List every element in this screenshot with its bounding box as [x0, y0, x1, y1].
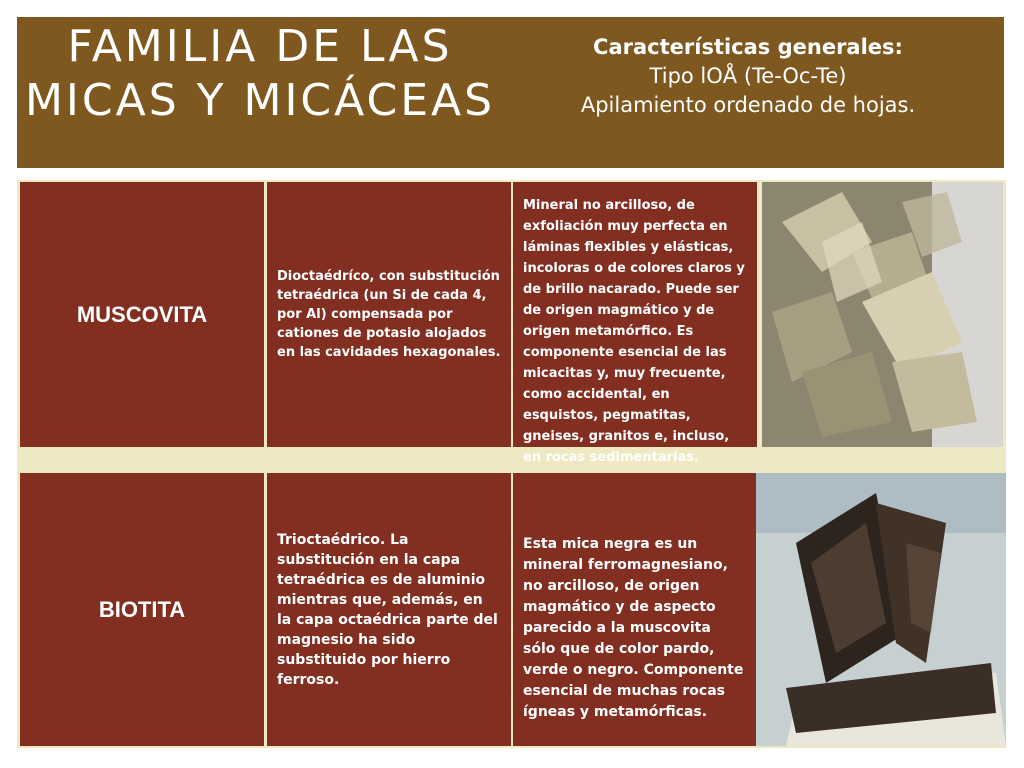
features-stacking: Apilamiento ordenado de hojas.	[580, 93, 916, 117]
mineral-name: MUSCOVITA	[76, 301, 208, 327]
muscovite-photo	[762, 182, 1003, 447]
general-features	[548, 33, 948, 120]
description-text: Esta mica negra es un mineral ferromagnesiano, no arcilloso, de origen magmático y de aspecto parecido a la muscovita sólo que de color pardo, verde o negro. Componente esencial de muchas rocas ígneas y metamórficas.	[523, 536, 744, 720]
mineral-name: BIOTITA	[98, 596, 186, 622]
structure-cell	[267, 473, 511, 746]
structure-text: Dioctaédríco, con substitución tetraédrica (un Si de cada 4, por Al) compensada por cationes de potasio alojados en las cavidades hexagonales.	[277, 269, 501, 360]
title-line-1: FAMILIA DE LAS	[67, 21, 453, 72]
mineral-name-cell	[20, 182, 264, 447]
biotite-photo	[756, 473, 1006, 746]
mineral-name-cell	[20, 473, 264, 746]
description-text: Mineral no arcilloso, de exfoliación muy perfecta en láminas flexibles y elásticas, incoloras o de colores claros y de brillo nacarado. Puede ser de origen magmático y de origen metamórfico. Es componente esencial de las micacitas y, muy frecuente, como accidental, en esquistos, pegmatitas, gneises, granitos e, incluso, en rocas sedimentarias.	[523, 198, 745, 465]
structure-text: Trioctaédrico. La substitución en la capa tetraédrica es de aluminio mientras que, además, en la capa octaédrica parte del magnesio ha sido substituido por hierro ferroso.	[277, 531, 498, 688]
description-cell	[513, 473, 757, 746]
slide-title	[20, 20, 500, 128]
features-type: Tipo lOÅ (Te-Oc-Te)	[649, 64, 847, 88]
description-cell	[513, 182, 757, 465]
structure-cell	[267, 182, 511, 447]
features-heading: Características generales:	[593, 35, 903, 59]
title-line-2: MICAS Y MICÁCEAS	[24, 75, 496, 126]
